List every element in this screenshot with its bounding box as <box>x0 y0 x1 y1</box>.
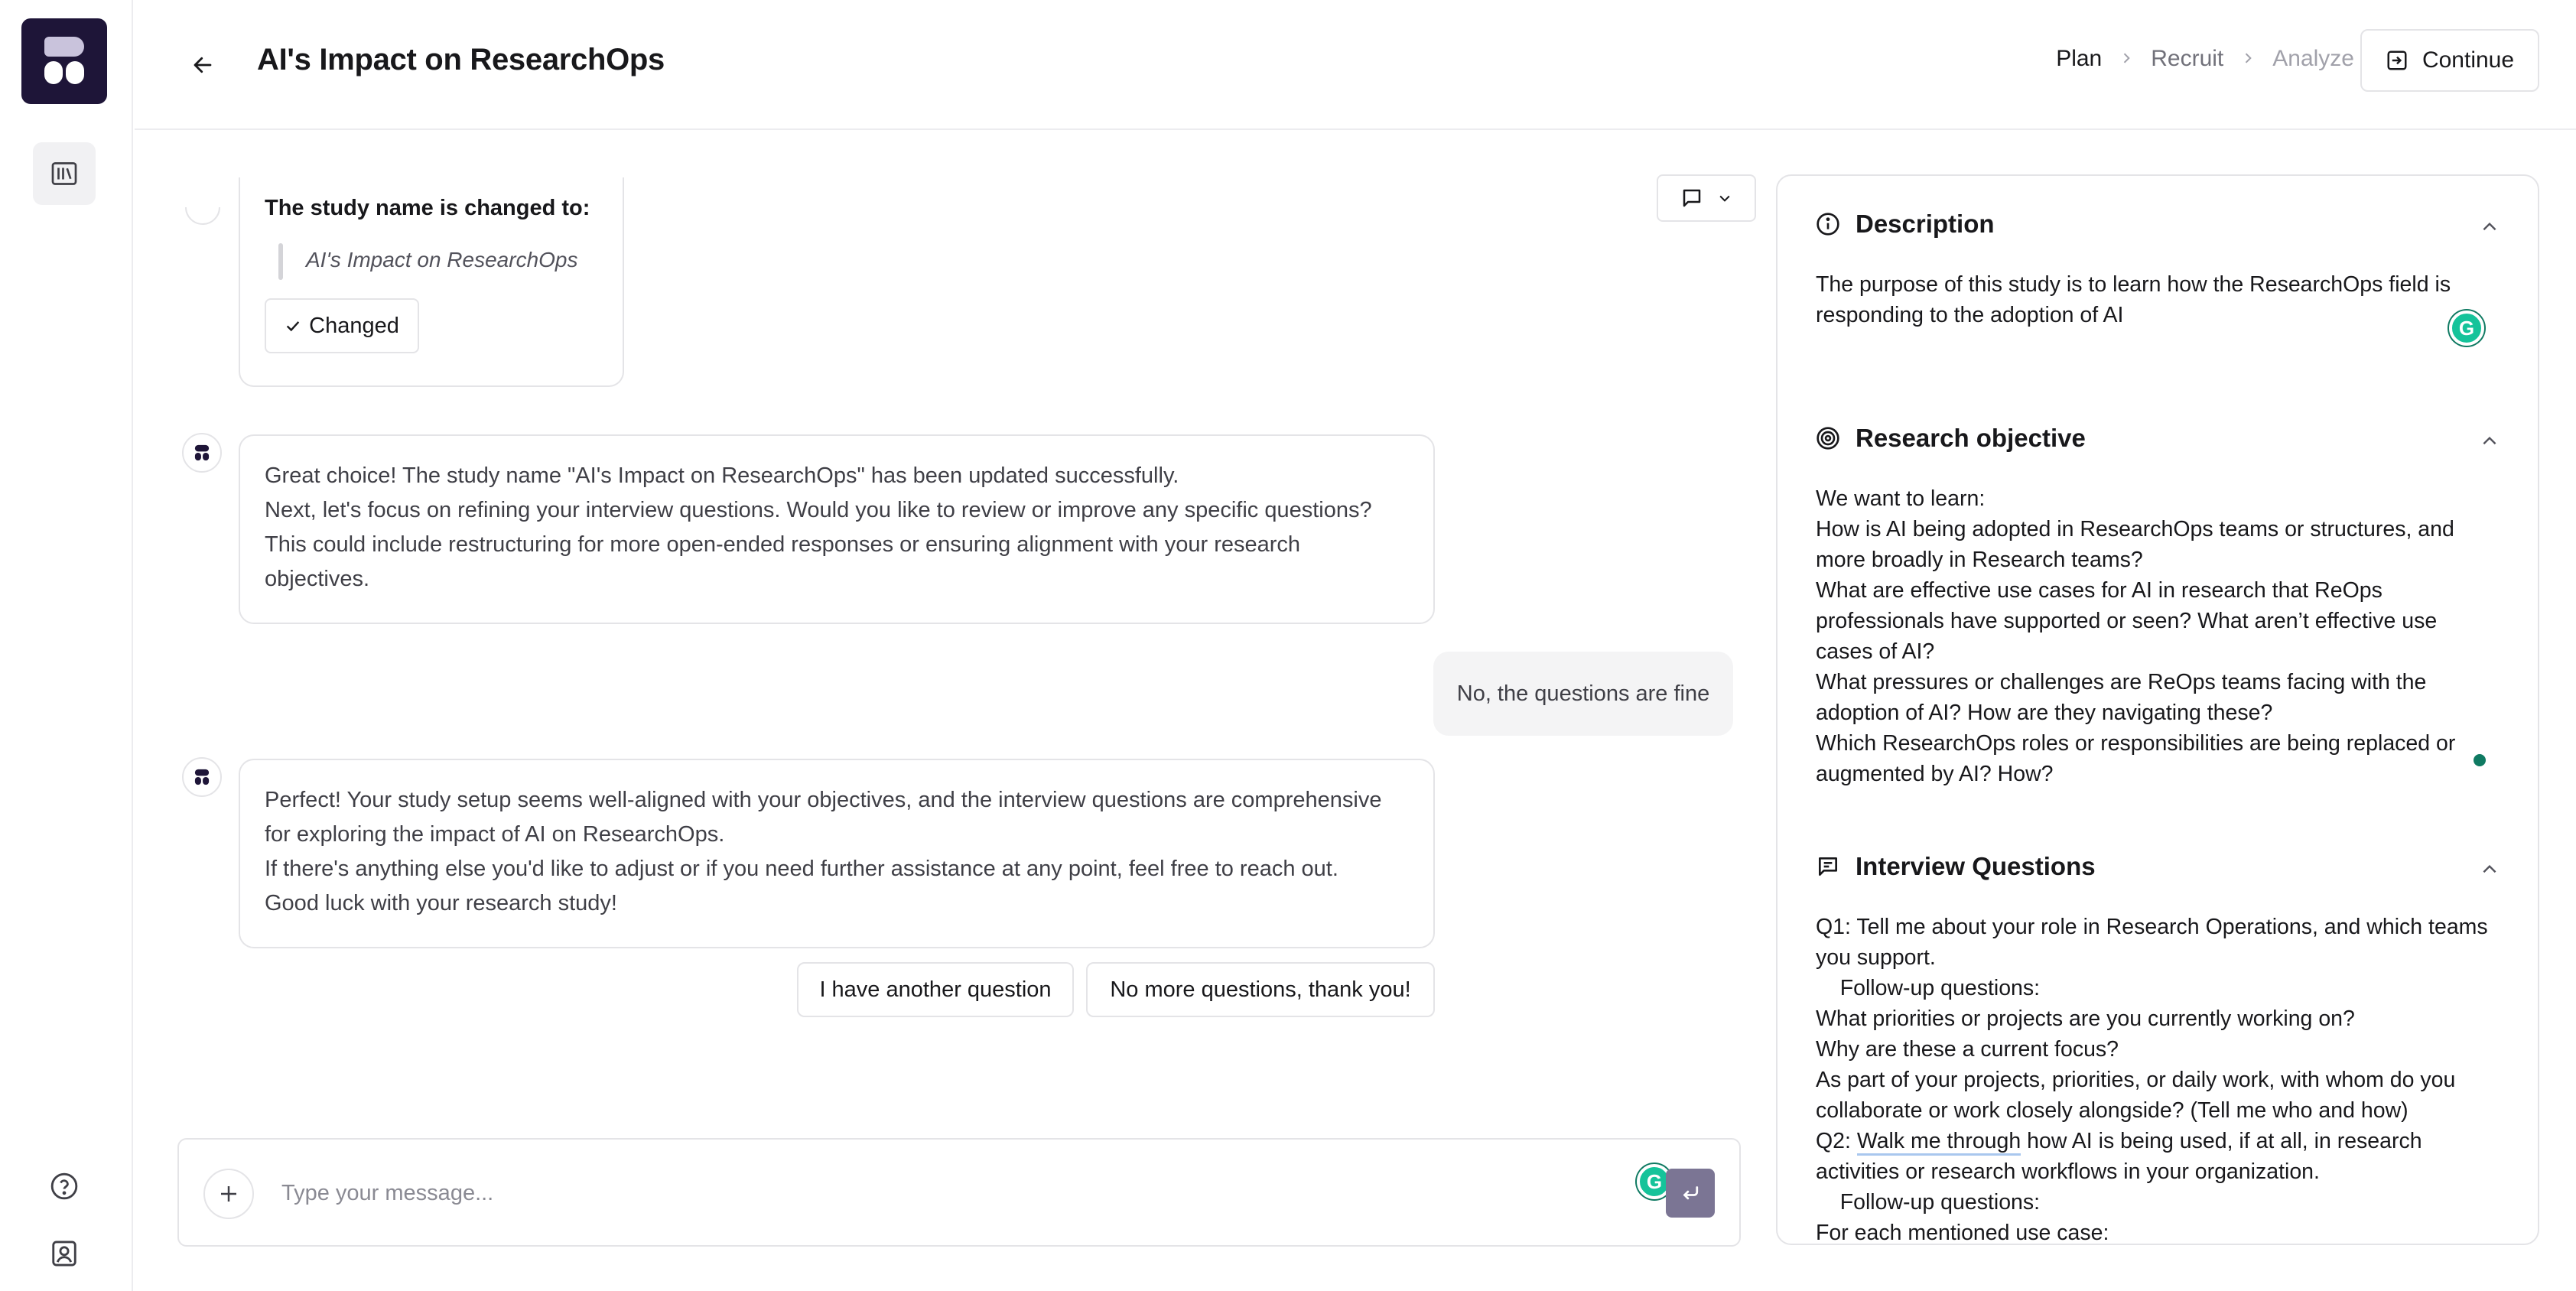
chevron-down-icon <box>1717 190 1732 206</box>
rename-quote: AI's Impact on ResearchOps <box>306 248 578 272</box>
view-mode-dropdown[interactable] <box>1657 174 1756 222</box>
quote-bar <box>278 243 283 280</box>
another-question-button[interactable]: I have another question <box>797 962 1074 1017</box>
question-line: What priorities or projects are you currently working on? <box>1816 1006 2355 1031</box>
page-title: AI's Impact on ResearchOps <box>257 43 665 76</box>
chevron-up-icon[interactable] <box>2480 431 2500 451</box>
no-more-questions-button[interactable]: No more questions, thank you! <box>1086 962 1435 1017</box>
message-line: Perfect! Your study setup seems well-aligned with your objectives, and the interview questions are comprehensive <box>265 788 1382 812</box>
grammarly-icon[interactable]: G <box>2449 311 2484 346</box>
question-line: Q1: Tell me about your role in Research Operations, and which teams <box>1816 915 2488 939</box>
description-line: responding to the adoption of AI <box>1816 303 2124 327</box>
description-title: Description <box>1856 210 1995 238</box>
objective-line: What are effective use cases for AI in research that ReOps <box>1816 578 2382 603</box>
target-icon <box>1816 426 1840 450</box>
step-recruit[interactable]: Recruit <box>2151 46 2224 71</box>
chevron-right-icon <box>2240 47 2256 71</box>
objective-line: Which ResearchOps roles or responsibilities are being replaced or <box>1816 731 2456 756</box>
message-line: for exploring the impact of AI on ResearchOps. <box>265 822 725 847</box>
chevron-right-icon <box>2119 47 2134 71</box>
continue-label: Continue <box>2422 47 2515 73</box>
library-icon[interactable] <box>33 142 96 205</box>
step-plan[interactable]: Plan <box>2056 46 2103 71</box>
objective-line: How is AI being adopted in ResearchOps teams or structures, and <box>1816 517 2454 541</box>
back-arrow-icon[interactable] <box>177 40 228 90</box>
profile-icon[interactable] <box>33 1222 96 1285</box>
objective-line: cases of AI? <box>1816 639 1935 664</box>
message-line: Next, let's focus on refining your interview questions. Would you like to review or improve any specific questions? <box>265 498 1372 522</box>
top-header <box>135 0 2576 130</box>
question-line: As part of your projects, priorities, or daily work, with whom do you <box>1816 1068 2456 1092</box>
study-details-panel <box>1776 174 2539 1245</box>
help-icon[interactable] <box>33 1155 96 1218</box>
objective-line: We want to learn: <box>1816 486 1986 511</box>
message-composer <box>177 1138 1741 1247</box>
objective-line: What pressures or challenges are ReOps teams facing with the <box>1816 670 2427 694</box>
chevron-up-icon[interactable] <box>2480 860 2500 880</box>
assistant-avatar <box>182 433 222 473</box>
research-objective-header[interactable] <box>1816 424 2086 453</box>
interview-questions-text <box>1816 912 2504 1245</box>
add-attachment-button[interactable] <box>203 1169 254 1219</box>
description-line: The purpose of this study is to learn how the ResearchOps field is <box>1816 272 2451 297</box>
question-line: collaborate or work closely alongside? (Tell me who and how) <box>1816 1098 2408 1123</box>
spelling-suggestion[interactable]: Walk me through <box>1857 1129 2021 1156</box>
rename-card <box>239 177 624 387</box>
check-icon <box>285 317 301 334</box>
app-logo[interactable] <box>21 18 107 104</box>
question-line: For each mentioned use case: <box>1816 1221 2109 1245</box>
left-rail <box>0 0 133 1291</box>
send-button[interactable] <box>1666 1169 1715 1218</box>
chevron-up-icon[interactable] <box>2480 217 2500 237</box>
question-line: activities or research workflows in your organization. <box>1816 1159 2320 1184</box>
objective-line: professionals have supported or seen? What aren’t effective use <box>1816 609 2438 633</box>
comment-icon <box>1816 854 1840 879</box>
research-objective-text <box>1816 483 2504 789</box>
grammarly-icon[interactable]: G <box>1637 1164 1672 1199</box>
message-line: If there's anything else you'd like to adjust or if you need further assistance at any point, feel free to reach out. <box>265 857 1338 881</box>
objective-line: more broadly in Research teams? <box>1816 548 2143 572</box>
rename-heading: The study name is changed to: <box>265 196 590 220</box>
interview-questions-header[interactable] <box>1816 852 2096 881</box>
assistant-message <box>239 759 1435 948</box>
question-line: you support. <box>1816 945 1936 970</box>
research-objective-title: Research objective <box>1856 424 2086 452</box>
assistant-avatar <box>185 190 220 225</box>
grammarly-status-dot <box>2474 754 2486 766</box>
enter-icon <box>1679 1182 1702 1205</box>
description-text <box>1816 269 2504 330</box>
changed-label: Changed <box>309 313 399 338</box>
assistant-avatar <box>182 757 222 797</box>
info-icon <box>1816 212 1840 236</box>
q2-prefix: Q2: <box>1816 1129 1857 1153</box>
objective-line: augmented by AI? How? <box>1816 762 2054 786</box>
export-icon <box>2386 49 2408 72</box>
description-header[interactable] <box>1816 210 1995 239</box>
message-line: objectives. <box>265 567 370 591</box>
question-line: Follow-up questions: <box>1816 976 2041 1000</box>
message-line: This could include restructuring for more open-ended responses or ensuring alignment with your research <box>265 532 1301 557</box>
question-line: Why are these a current focus? <box>1816 1037 2119 1062</box>
continue-button[interactable] <box>2360 29 2539 92</box>
user-message: No, the questions are fine <box>1433 652 1733 736</box>
objective-line: adoption of AI? How are they navigating these? <box>1816 701 2273 725</box>
plus-icon <box>217 1182 240 1205</box>
message-line: Great choice! The study name "AI's Impact on ResearchOps" has been updated successfully. <box>265 463 1179 488</box>
message-input[interactable] <box>281 1170 1459 1216</box>
changed-status-button <box>265 298 419 353</box>
step-analyze[interactable]: Analyze <box>2272 46 2354 71</box>
question-line <box>1816 1126 2504 1156</box>
message-line: Good luck with your research study! <box>265 891 617 915</box>
q2-rest: how AI is being used, if at all, in research <box>2021 1129 2422 1153</box>
assistant-message <box>239 434 1435 624</box>
chat-bubble-icon <box>1680 187 1703 210</box>
question-line: Follow-up questions: <box>1816 1190 2041 1215</box>
chat-area <box>135 132 1741 1291</box>
interview-questions-title: Interview Questions <box>1856 852 2096 880</box>
stepper <box>2056 46 2354 72</box>
